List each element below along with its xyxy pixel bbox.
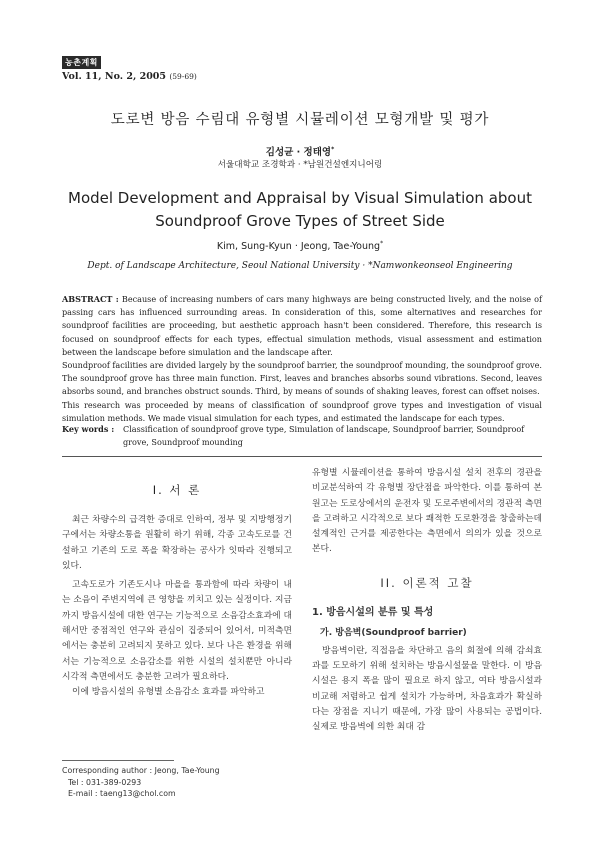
abstract-label: ABSTRACT : <box>62 294 119 304</box>
keywords-label: Key words : <box>62 424 115 434</box>
abstract-paragraph-2: Soundproof facilities are divided largely by the soundproof barrier, the soundproof mounding, the soundproof grove. The soundproof grove has three main function. First, leaves and branches absorbs sound vibrations. Second, leaves absorbs sound, and branches obstruct sounds. Third, by means of sounds of shaking leaves, forest can offset noises. <box>62 360 542 397</box>
intro-paragraph-3: 이에 방음시설의 유형별 소음감소 효과를 파악하고 <box>72 687 265 698</box>
divider-rule <box>62 456 542 457</box>
journal-volume <box>62 71 197 82</box>
authors-english <box>0 241 600 252</box>
footnote-tel: Tel : 031-389-0293 <box>68 777 142 787</box>
footnote-email: E-mail : taeng13@chol.com <box>68 789 176 798</box>
barrier-paragraph: 방음벽이란, 직접음을 차단하고 음의 회절에 의해 감쇠효과를 도모하기 위해 설치하는 방음시설물을 말한다. 이 방음시설은 용지 폭을 많이 필요로 하지 않고, 여타 방음시설과 비교해 저렴하고 쉽게 설치가 가능하며, 차음효과가 확실하다는 장점을 지니기 때문에, 가장 많이 사용되는 공법이다. 실제로 방음벽에 의한 최대 감 <box>312 645 542 733</box>
authors-korean-names: 김성균 · 정태영 <box>265 147 332 158</box>
intro-paragraph-1: 최근 차량수의 급격한 증대로 인하여, 정부 및 지방행정기구에서는 차량소통을 원활히 하기 위해, 각종 고속도로를 건설하고 기존의 도로 폭을 확장하는 공사가 잇따라 진행되고 있다. <box>62 515 292 571</box>
subsubsection-heading-barrier: 가. 방음벽(Soundproof barrier) <box>320 628 467 639</box>
footnote-rule <box>62 760 174 761</box>
keywords-text: Classification of soundproof grove type, Simulation of landscape, Soundproof barrier, Soundproof grove, Soundproof mounding <box>123 424 525 448</box>
authors-english-mark: * <box>380 239 384 247</box>
page-range: (59-69) <box>169 72 197 81</box>
affiliation-english: Dept. of Landscape Architecture, Seoul National University · *Namwonkeonseol Engineering <box>87 261 513 271</box>
left-column-text <box>62 513 292 701</box>
left-column <box>62 482 292 498</box>
volume-text: Vol. 11, No. 2, 2005 <box>62 71 167 82</box>
subsection-heading-classification: 1. 방음시설의 분류 및 특성 <box>312 607 434 619</box>
section-heading-introduction: I. 서 론 <box>152 483 202 497</box>
authors-korean <box>0 144 600 158</box>
section-heading-theory: II. 이론적 고찰 <box>380 575 474 590</box>
right-paragraph-continued: 유형별 시뮬레이션을 통하여 방음시설 설치 전후의 경관을 비교분석하여 각 유형별 장단점을 파악한다. 이를 통하여 본 원고는 도로상에서의 운전자 및 도로주변에서의 경관적 측면을 고려하고 시각적으로 보다 쾌적한 도로환경을 창출하는데 설계적인 근거를 제공한다는 측면에서 의의가 있을 것으로 본다. <box>312 468 542 555</box>
abstract <box>62 293 542 425</box>
authors-english-names: Kim, Sung-Kyun · Jeong, Tae-Young <box>216 241 381 252</box>
keywords <box>62 423 542 449</box>
title-korean: 도로변 방음 수림대 유형별 시뮬레이션 모형개발 및 평가 <box>110 112 490 128</box>
right-column <box>312 466 542 735</box>
footnote <box>62 765 220 800</box>
title-english: Model Development and Appraisal by Visual Simulation about Soundproof Grove Types of Street Side <box>68 189 532 230</box>
abstract-paragraph-3: This research was proceeded by means of classification of soundproof grove types and investigation of visual simulation methods. We made visual simulation for each types, and estimated the landscape for each types. <box>62 399 542 423</box>
abstract-paragraph-1: Because of increasing numbers of cars many highways are being constructed lively, and the noise of passing cars has influenced surrounding areas. In consideration of this, some alternatives and researches for soundproof facilities are proceeding, but aesthetic approach hasn't been considered. Therefore, this research is focused on soundproof effects for each types, effectual simulation methods, visual assessment and estimation between the landscape before simulation and the landscape after. <box>62 294 542 357</box>
affiliation-korean: 서울대학교 조경학과 · *남원건설엔지니어링 <box>217 160 383 170</box>
authors-korean-mark: * <box>331 145 335 153</box>
journal-badge: 농촌계획 <box>62 56 101 69</box>
intro-paragraph-2: 고속도로가 기존도시나 마을을 통과함에 따라 차량이 내는 소음이 주변지역에 큰 영향을 끼치고 있는 실정이다. 지금까지 방음시설에 대한 연구는 기능적으로 소음감소효과에 대해서만 중점적인 연구와 관심이 집중되어 있어서, 미적측면에서는 충분히 고려되지 못하고 있다. 보다 나은 환경을 위해서는 기능적으로 소음감소를 위한 시설의 설치뿐만 아니라 시각적 측면에서도 충분한 고려가 필요하다. <box>62 580 292 682</box>
footnote-author: Corresponding author : Jeong, Tae-Young <box>62 766 220 775</box>
